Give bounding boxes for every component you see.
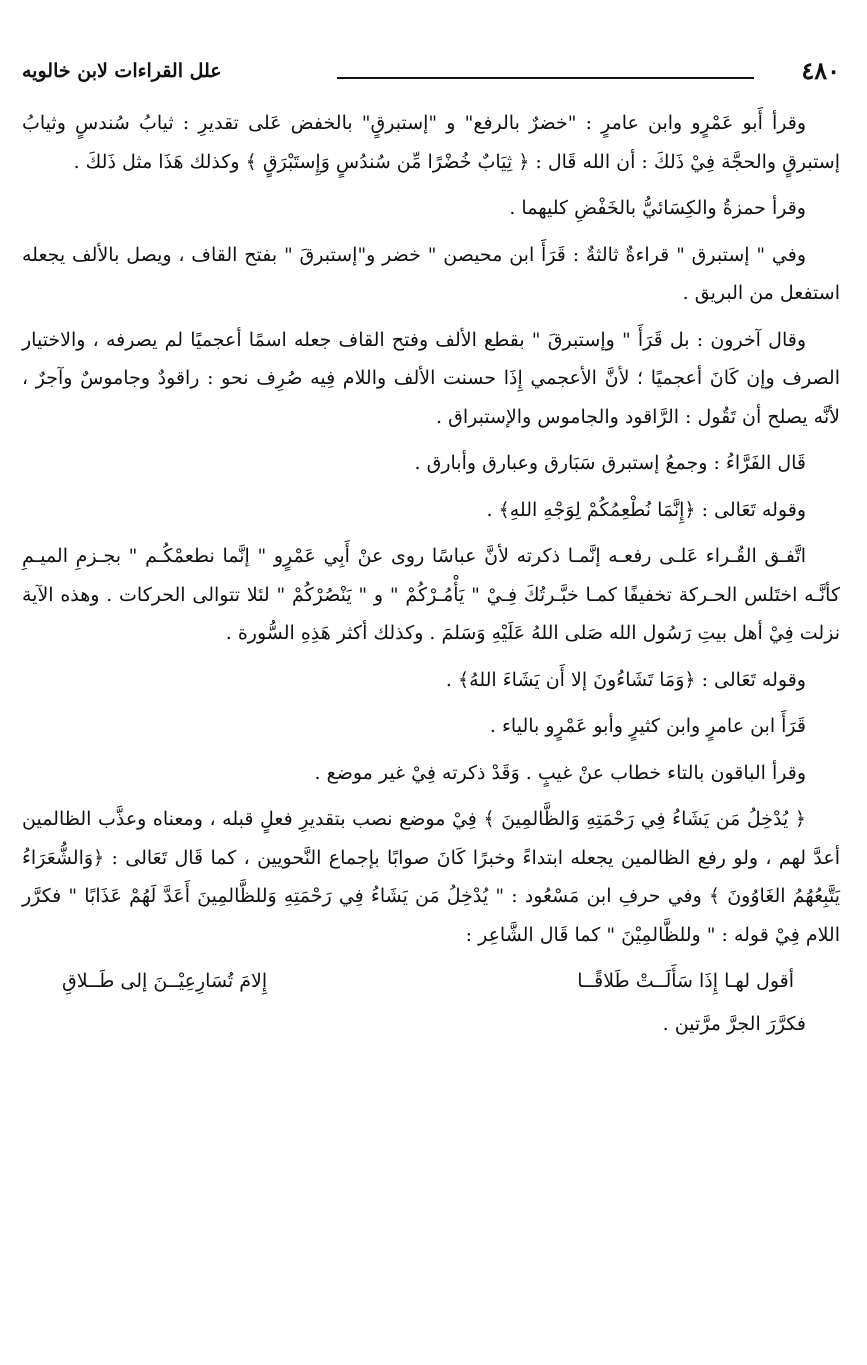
page-body (22, 104, 840, 1043)
paragraph: وقال آخرون : بل قَرَأَ " وإستبرقَ " بقطع الألف وفتح القاف جعله اسمًا أعجميًا لم يصرفه ، والاختيار الصرف وإن كَانَ أعجميًا ؛ لأنَّ الأعجمي إِذَا حسنت الألف واللام فِيه صُرِف نحو : راقودٌ وجاموسٌ وآجرٌ ، لأنَّه يصلح أن تَقُول : الرَّاقود والجاموس والإستبراق . (22, 328, 840, 428)
paragraph: اتَّفـق القُـراء عَلـى رفعـه إنَّمـا ذكرته لأنَّ عباسًا روى عنْ أَبِي عَمْرٍو " إنَّما نطعمْكُـم " بجـزمِ الميـمِ كأنَّـه اختَلس الحـركة تخفيفًا كمـا خبَّـرتُكَ فِـيْ " يَأْمُـرْكُمْ " و " يَنْصُرْكُمْ " لئلا تتوالى الحركات . وهذه الآية نزلت فِيْ أهل بيتِ رَسُول الله صَلى اللهُ عَلَيْهِ وَسَلمَ . وكذلك أكثر هَذِهِ السُّورة . (22, 545, 840, 644)
paragraph: قَال الفَرَّاءُ : وجمعُ إستبرق سَبَارق وعبارق وأبارق . (414, 452, 806, 474)
poem-verse (22, 962, 840, 1001)
paragraph: وقوله تَعَالى : ﴿وَمَا تَشَاءُونَ إلا أَن يَشَاءَ اللهُ﴾ . (445, 668, 806, 691)
page-number: ٤٨٠ (801, 56, 840, 85)
document-page (22, 56, 840, 1346)
book-title: علل القراءات لابن خالويه (22, 60, 222, 82)
paragraph: وفي " إستبرق " قراءةٌ ثالثةٌ : قَرَأَ ابن محيصن " خضر و"إستبرقَ " بفتح القاف ، ويصل بالألف يجعله استفعل من البريق . (22, 243, 840, 304)
paragraph: وقرأ الباقون بالتاء خطاب عنْ غيبٍ . وَقَدْ ذكرته فِيْ غير موضع . (314, 761, 806, 784)
paragraph: وقرأ أَبو عَمْرٍو وابن عامرٍ : "خضرٌ بالرفع" و "إستبرقٍ" بالخفض عَلى تقديرِ : ثيابُ سُندسٍ وثيابُ إستبرقٍ والحجَّة فِيْ ذَلكَ : أن الله قَال : ﴿ ثِيَابٌ خُضْرًا مِّن سُندُسٍ وَإِستَبْرَقٍ ﴾ وكذلك هَذَا مثل ذَلكَ . (22, 112, 840, 173)
header-rule (337, 77, 754, 79)
paragraph: قَرَأَ ابن عامرٍ وابن كثيرٍ وأبو عَمْرٍو بالياء . (489, 715, 806, 737)
poem-hemistich-second: إِلامَ تُسَارِعِيْــنَ إلى طَــلاقِ (62, 970, 268, 992)
closing-line: فكرَّرَ الجرَّ مرَّتين . (662, 1012, 806, 1035)
poem-hemistich-first: أقول لهـا إِذَا سَأَلَــتْ طَلاقًــا (577, 970, 794, 992)
page-header (22, 56, 840, 92)
paragraph: وقوله تَعَالى : ﴿إِنَّمَا نُطْعِمُكُمْ لِوَجْهِ اللهِ﴾ . (486, 498, 806, 521)
paragraph: وقرأ حمزةُ والكِسَائيُّ بالخَفْضِ كليهما . (509, 197, 806, 219)
paragraph: ﴿ يُدْخِلُ مَن يَشَاءُ فِي رَحْمَتِهِ وَالظَّالمِينَ ﴾ فِيْ موضع نصب بتقديرِ فعلٍ قبله ، ومعناه وعذَّب الظالمين أعدَّ لهم ، ولو رفع الظالمين يجعله ابتداءً وخبرًا كَانَ صوابًا بإجماع النَّحويين ، كما قَال تَعَالى : ﴿وَالشُّعَرَاءُ يَتَّبِعُهُمُ الغَاوُونَ ﴾ وفي حرفِ ابن مَسْعُود : " يُدْخِلُ مَن يَشَاءُ فِي رَحْمَتِهِ وَللظَّالمِينَ أَعَدَّ لَهُمْ عَذَابًا " فكرَّر اللام فِيْ قوله : " وللظَّالمِيْنَ " كما قَال الشَّاعِر : (22, 808, 840, 946)
